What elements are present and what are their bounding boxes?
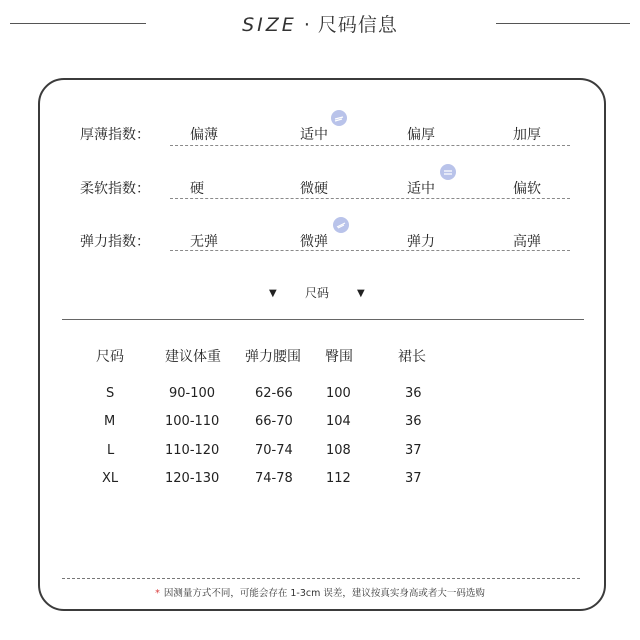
table-cell: 37 [405, 471, 422, 486]
row-label: 弹力指数： [80, 234, 150, 250]
option-label: 高弹 [513, 234, 541, 250]
table-cell: 70-74 [255, 443, 293, 458]
table-cell: 66-70 [255, 414, 293, 429]
table-cell: 120-130 [165, 471, 220, 486]
option-label: 偏薄 [190, 127, 218, 143]
table-cell: XL [102, 471, 119, 486]
option-label: 偏软 [513, 181, 541, 197]
table-cell: S [106, 386, 115, 401]
selected-marker-icon [333, 217, 349, 233]
table-header: 裙长 [398, 349, 426, 365]
table-cell: 74-78 [255, 471, 293, 486]
table-cell: 36 [405, 414, 422, 429]
option-label: 微弹 [300, 234, 328, 250]
page-title [0, 10, 640, 37]
option-label: 无弹 [190, 234, 218, 250]
down-arrow-icon: ▼ [269, 288, 277, 299]
size-info-card [38, 78, 606, 611]
table-cell: 90-100 [169, 386, 216, 401]
table-cell: 100-110 [165, 414, 220, 429]
measurement-note [0, 585, 640, 599]
option-label: 适中 [300, 127, 328, 143]
asterisk-icon: * [155, 588, 160, 599]
option-label: 微硬 [300, 181, 328, 197]
table-cell: 37 [405, 443, 422, 458]
option-label: 弹力 [407, 234, 435, 250]
title-cn: 尺码信息 [317, 14, 398, 36]
note-divider [62, 578, 580, 579]
size-section-label: 尺码 [305, 286, 330, 300]
table-cell: 112 [326, 471, 351, 486]
table-header: 弹力腰围 [245, 349, 301, 365]
row-divider [170, 250, 570, 251]
note-text: 因测量方式不同，可能会存在 1-3cm 误差，建议按真实身高或者大一码选购 [163, 588, 485, 599]
title-en: SIZE [242, 14, 297, 36]
table-cell: 108 [326, 443, 351, 458]
option-label: 偏厚 [407, 127, 435, 143]
row-label: 柔软指数： [80, 181, 150, 197]
row-divider [170, 198, 570, 199]
option-label: 适中 [407, 181, 435, 197]
table-header: 尺码 [96, 349, 124, 365]
table-cell: L [107, 443, 115, 458]
table-cell: 62-66 [255, 386, 293, 401]
selected-marker-icon [440, 164, 456, 180]
option-label: 加厚 [513, 127, 541, 143]
title-dot: · [303, 14, 311, 36]
table-header: 建议体重 [165, 349, 221, 365]
table-cell: 104 [326, 414, 351, 429]
selected-marker-icon [331, 110, 347, 126]
section-divider [62, 319, 584, 320]
table-cell: 100 [326, 386, 351, 401]
table-cell: M [104, 414, 116, 429]
table-header: 臀围 [325, 349, 353, 365]
table-cell: 36 [405, 386, 422, 401]
option-label: 硬 [190, 181, 204, 197]
row-divider [170, 145, 570, 146]
down-arrow-icon: ▼ [357, 288, 365, 299]
table-cell: 110-120 [165, 443, 220, 458]
row-label: 厚薄指数： [80, 127, 150, 143]
